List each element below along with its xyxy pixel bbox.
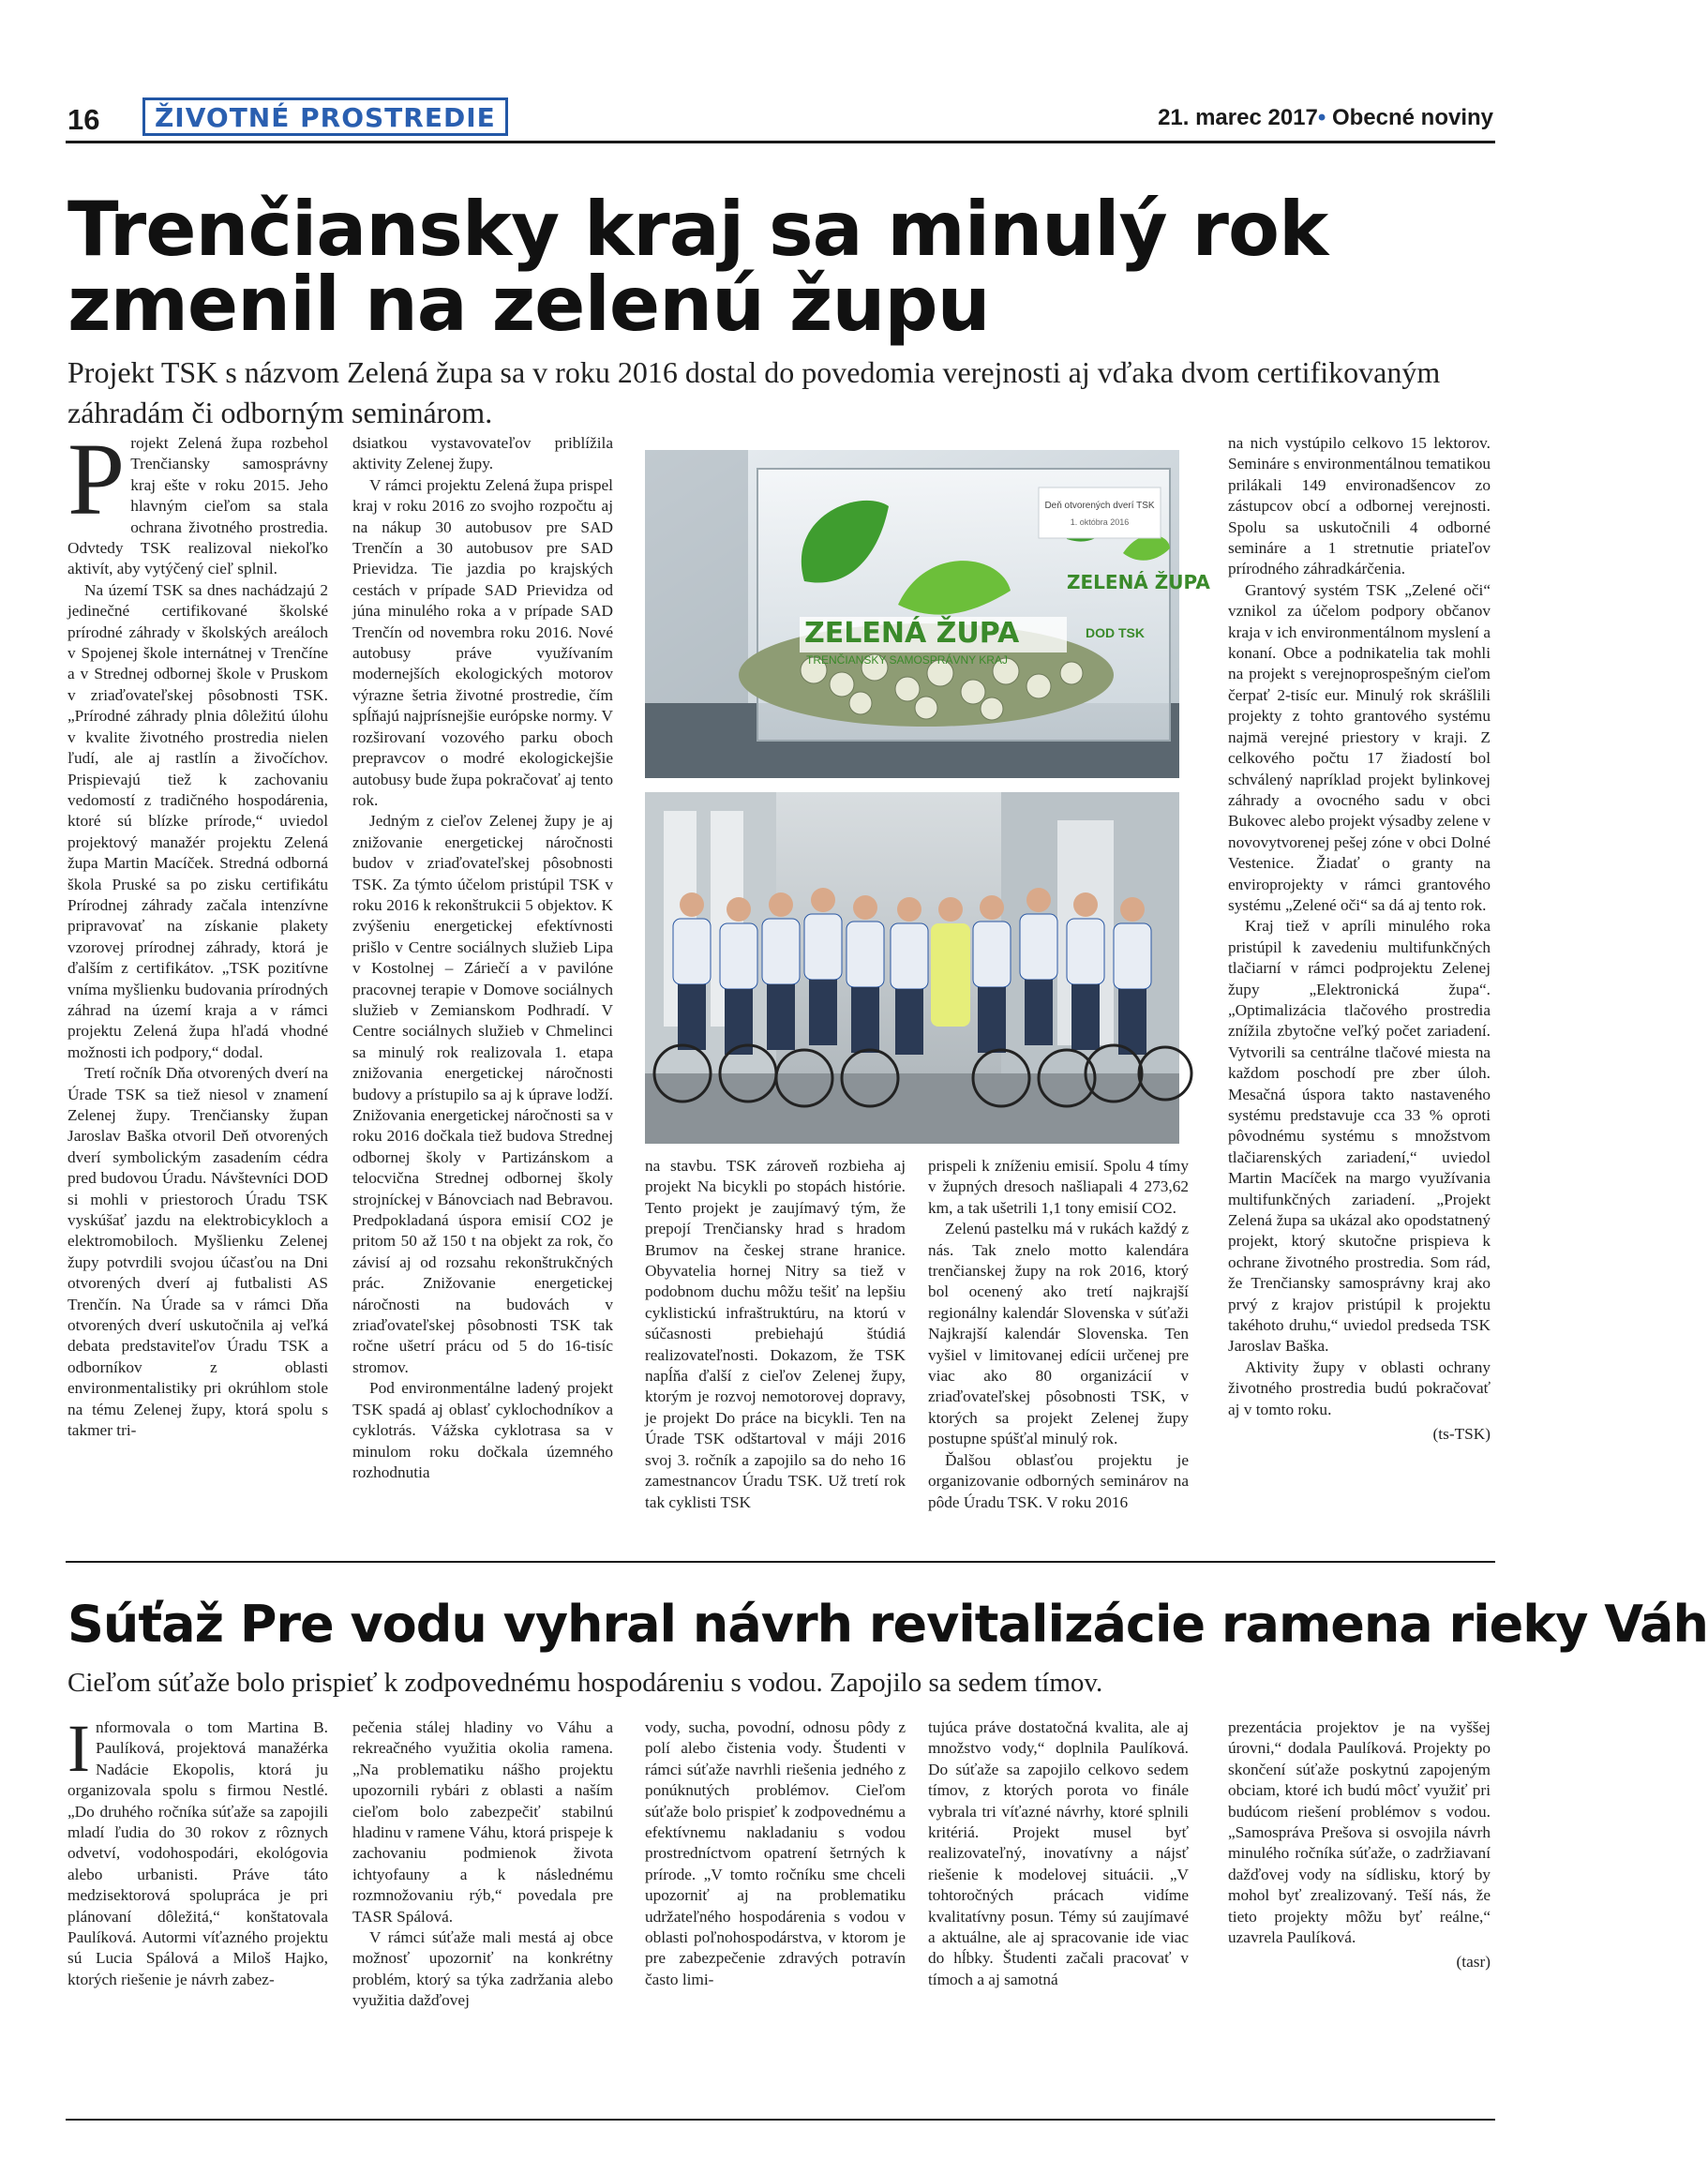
paragraph-text: nformovala o tom Martina B. Paulíková, projektová manažérka Nadácie Ekopolis, ktorá ju organizovala spolu s firmou Nestlé. „Do druhého ročníka súťaže sa zapojili mladí ľudia do 30 rokov z rôznych odvetví, vodohospodári, ekológovia alebo urbanisti. Práve táto medzisektorová spolupráca je pri plánovaní dôležitá,“ konštatovala Paulíková. Autormi víťazného projektu sú Lucia Spálová a Miloš Hajko, ktorých riešenie je návrh zabez- <box>67 1718 328 1988</box>
sign-main: ZELENÁ ŽUPA <box>804 617 1020 650</box>
article2-headline: Súťaž Pre vodu vyhral návrh revitalizácie ramena rieky Váh <box>67 1595 1708 1654</box>
article1-lead: Projekt TSK s názvom Zelená župa sa v roku 2016 dostal do povedomia verejnosti aj vďaka dvom certifikovaným záhradám či odborným seminárom. <box>67 355 1441 429</box>
article1-paragraph: na nich vystúpilo celkovo 15 lektorov. Semináre s environmentálnou tematikou prilákali 149 environadšencov zo zástupcov obcí a odbornej verejnosti. Spolu sa uskutočnili 4 odborné semináre a 1 stretnutie priateľov prírodného záhradkárčenia. <box>1228 434 1491 578</box>
article1-paragraph: Zelenú pastelku má v rukách každý z nás. Tak znelo motto kalendára trenčianskej župy na rok 2016, ktorý bol ocenený ako tretí najkrajší regionálny kalendár Slovenska v súťaži Najkrajší kalendár Slovenska. Ten vyšiel v limitovanej edícii určenej pre viac ako 80 organizácií v zriaďovateľskej pôsobnosti TSK, v ktorých sa projekt Zelenej župy postupne spúšťal minulý rok. <box>928 1220 1189 1448</box>
card-date: 1. októbra 2016 <box>1070 517 1130 527</box>
article2-paragraph <box>67 1711 328 1990</box>
article1-paragraph: prispeli k zníženiu emisií. Spolu 4 tímy v župných dresoch našliapali 4 273,62 km, a tak ušetrili 1,1 tony emisií CO2. <box>928 1157 1189 1217</box>
dropcap: I <box>67 1711 90 1786</box>
article2-paragraph: prezentácia projektov je na vyššej úrovni,“ dodala Paulíková. Projekty po skončení súťaže poskytnú zapojeným obciam, ktoré ich budú môcť využiť pri budúcom riešení problémov s vodou. „Samospráva Prešova si osvojila návrh minulého ročníka súťaže, o zadržiavaní dažďovej vody na sídlisku, ktorý by mohol byť zrealizovaný. Teší nás, že tieto projekty môžu byť reálne,“ uzavrela Paulíková. <box>1228 1718 1491 1947</box>
article2-paragraph: pečenia stálej hladiny vo Váhu a rekreačného využitia okolia ramena. „Na problematiku nášho projektu upozornili rybári z oblasti a naším cieľom bolo zabezpečiť stabilnú hladinu v ramene Váhu, ktorá prispeje k zachovaniu podmienok života ichtyofauny a k následnému rozmnožovaniu rýb,“ povedala pre TASR Spálová. <box>352 1718 613 1926</box>
dropcap: P <box>67 422 126 536</box>
ballot-box-illustration <box>645 450 1210 778</box>
article1-paragraph: na stavbu. TSK zároveň rozbieha aj projekt Na bicykli po stopách histórie. Tento projekt je zaujímavý tým, že prepojí Trenčiansky hrad s hradom Brumov na českej strane hranice. Obyvatelia hornej Nitry sa tiež v podobnom duchu môžu tešiť na lepšiu cyklistickú infraštruktúru, na ktorú v súčasnosti prebiehajú štúdiá realizovateľnosti. Dokazom, že TSK napĺňa ďalší z cieľov Zelenej župy, ktorým je rozvoj nemotorovej dopravy, je projekt Do práce na bicykli. Ten na Úrade TSK odštartoval v máji 2016 svoj 3. ročník a zapojilo sa do neho 16 zamestnancov Úradu TSK. Už tretí rok tak cyklisti TSK <box>645 1157 906 1511</box>
article2-paragraph: V rámci súťaže mali mestá aj obce možnosť upozorniť na konkrétny problém, ktorý sa týka zadržania alebo využitia dažďovej <box>352 1928 613 2010</box>
article1-column-5 <box>1228 433 1491 1446</box>
paragraph-text: rojekt Zelená župa rozbehol Trenčiansky samosprávny kraj ešte v roku 2015. Jeho hlavným cieľom sa stala ochrana životného prostredia. Odvtedy TSK realizoval niekoľko aktivít, aby vytýčený cieľ splnil. <box>67 434 328 578</box>
article2-column-2 <box>352 1717 613 2012</box>
article1-headline: Trenčiansky kraj sa minulý rok zmenil na zelenú župu <box>67 186 1328 348</box>
article1-column-4 <box>928 1156 1189 1513</box>
separator-dot: • <box>1317 105 1326 130</box>
article1-column-3 <box>645 1156 906 1513</box>
article1-paragraph: Jedným z cieľov Zelenej župy je aj znižovanie energetickej náročnosti budov v zriaďovateľskej pôsobnosti TSK. Za týmto účelom pristúpil TSK v roku 2016 k rekonštrukcii 5 objektov. K zvýšeniu energetickej efektívnosti prišlo v Centre sociálnych služieb Lipa v Kostolnej – Záriečí a v pavilóne pracovnej terapie v Domove sociálnych služieb v Zemianskom Podhradí. V Centre sociálnych služieb v Chmelinci sa minulý rok realizovala 1. etapa znižovania energetickej náročnosti budovy a prístupilo sa aj k úprave lodží. Znižovania energetickej náročnosti sa v roku 2016 dočkala tiež budova Strednej odbornej školy v Partizánskom a telocvična Strednej odbornej školy strojníckej v Bánovciach nad Bebravou. Predpokladaná úspora emisií CO2 je pritom 50 až 150 t na objekt za rok, čo závisí aj od rozsahu rekonštrukčných prác. Znižovanie energetickej náročnosti na budovách v zriaďovateľskej pôsobnosti TSK tak ročne ušetrí prácu od 5 do 16-tisíc stromov. <box>352 812 613 1376</box>
article2-column-5 <box>1228 1717 1491 1973</box>
article1-paragraph: V rámci projektu Zelená župa prispel kraj v roku 2016 zo svojho rozpočtu aj na nákup 30 autobusov pre SAD Trenčín a 30 autobusov pre SAD Prievidza. Tie jazdia po krajských cestách v prípade SAD Prievidza od júna minulého roka a v prípade SAD Trenčín od novembra roku 2016. Nové autobusy práve využívaním modernejších ekologických motorov výrazne šetria životné prostredie, čím spĺňajú najprísnejšie európske normy. V rozširovaní vozového parku oboch prepravcov o modré ekologickejšie autobusy bude župa pokračovať aj tento rok. <box>352 475 613 809</box>
article1-column-2 <box>352 433 613 1483</box>
article1-paragraph: Pod environmentálne ladený projekt TSK spadá aj oblasť cyklochodníkov a cyklotrás. Vážska cyklotrasa sa v minulom roku dočkala územného rozhodnutia <box>352 1379 613 1481</box>
article1-column-1 <box>67 422 328 1442</box>
article1-paragraph: Aktivity župy v oblasti ochrany životného prostredia budú pokračovať aj v tomto roku. <box>1228 1357 1491 1418</box>
article1-paragraph <box>67 422 328 580</box>
article2-column-3 <box>645 1717 906 1990</box>
article1-paragraph: dsiatkou vystavovateľov priblížila aktivity Zelenej župy. <box>352 434 613 473</box>
article2-signoff: (tasr) <box>1456 1953 1491 1972</box>
dateline <box>1158 105 1493 131</box>
photo-cyclists <box>645 792 1179 1144</box>
article2-column-1 <box>67 1711 328 1990</box>
sign-sub: TRENČIANSKY SAMOSPRÁVNY KRAJ <box>806 653 1008 667</box>
article-divider <box>66 1561 1495 1563</box>
photo-ballot-box <box>645 450 1210 778</box>
article2-paragraph: tujúca práve dostatočná kvalita, ale aj množstvo vody,“ doplnila Paulíková. Do súťaže sa zapojilo celkovo sedem tímov, z ktorých porota vo finále vybrala tri víťazné návrhy, ktoré splnili kritériá. Projekt musel byť realizovateľný, inovatívny a nájsť riešenie k modelovej situácii. „V tohtoročných prácach vidíme kvalitatívny posun. Témy sú zaujímavé a aktuálne, ale aj spracovanie ide viac do hĺbky. Študenti začali pracovať v tímoch a aj samotná <box>928 1718 1189 1988</box>
article2-column-4 <box>928 1717 1189 1990</box>
article1-paragraph: Na území TSK sa dnes nachádzajú 2 jedinečné certifikované školské prírodné záhrady v školských areáloch v Spojenej škole internátnej v Trenčíne a v Strednej odbornej škole v Pruskom v zriaďovateľskej pôsobnosti TSK. „Prírodné záhrady plnia dôležitú úlohu v kvalite životného prostredia nielen ľudí, ale aj rastlín a živočíchov. Prispievajú tiež k zachovaniu vedomostí z tradičného hospodárenia, ktoré sú blízke prírode,“ uviedol projektový manažér projektu Zelená župa Martin Macíček. Stredná odborná škola Pruské sa po zisku certifikátu Prírodnej záhrady začala intenzívne pripravovať na získanie plakety vzorovej prírodnej záhrady, ktorá je ďalším z certifikátov. „TSK pozitívne vníma myšlienku budovania prírodných záhrad na území kraja a v rámci projektu Zelená župa hľadá vhodné možnosti ich podpory,“ dodal. <box>67 580 328 1061</box>
article1-paragraph: Tretí ročník Dňa otvorených dverí na Úrade TSK sa tiež niesol v znamení Zelenej župy. Trenčiansky župan Jaroslav Baška otvoril Deň otvorených dverí symbolickým zasadením cédra pred budovou Úradu. Návštevníci DOD si mohli v priestoroch Úradu TSK vyskúšať jazdu na elektrobicykloch a elektromobiloch. Myšlienku Zelenej župy potvrdili svojou účasťou na Dni otvorených dverí aj futbalisti AS Trenčín. Na Úrade sa v rámci Dňa otvorených dverí uskutočnila aj veľká debata predstaviteľov Úradu TSK a odborníkov z oblasti environmentalistiky pri okrúhlom stole na tému Zelenej župy, ktorá spolu s takmer tri- <box>67 1064 328 1440</box>
card-title: Deň otvorených dverí TSK <box>1044 501 1155 511</box>
issue-date: 21. marec 2017 <box>1158 105 1318 130</box>
card-brand: ZELENÁ ŽUPA <box>1067 571 1210 593</box>
header-rule <box>66 141 1495 143</box>
article1-paragraph: Kraj tiež v apríli minulého roka pristúpil k zavedeniu multifunkčných tlačiarní v rámci podprojektu Zelenej župy „Elektronická župa“. „Optimalizácia tlačového prostredia znížila zbytočne veľký počet zariadení. Vytvorili sa centrálne tlačové miesta na každom poschodí pre zber úloh. Mesačná úspora takto nastaveného systému predstavuje cca 33 % oproti pôvodnému systému s množstvom tlačiarenských zariadení,“ uviedol Martin Macíček na margo využívania multifunkčných zariadení. „Projekt Zelená župa sa ukázal ako opodstatnený projekt, ktorý skutočne prispieva k ochrane životného prostredia. Som rád, že Trenčiansky samosprávny kraj ako prvý z krajov pristúpil k projektu takéhoto druhu,“ uviedol predseda TSK Jaroslav Baška. <box>1228 917 1491 1356</box>
article2-lead: Cieľom súťaže bolo prispieť k zodpovednému hospodáreniu s vodou. Zapojilo sa sedem tímov. <box>67 1668 1103 1698</box>
article1-paragraph: Ďalšou oblasťou projektu je organizovanie odborných seminárov na pôde Úradu TSK. V roku 2016 <box>928 1450 1189 1511</box>
sign-tag: DOD TSK <box>1086 625 1145 640</box>
publication-name: Obecné noviny <box>1331 105 1493 130</box>
page-number: 16 <box>67 103 100 136</box>
article2-paragraph: vody, sucha, povodní, odnosu pôdy z polí alebo čistenia vody. Študenti v rámci súťaže navrhli riešenia jedného z ponúknutých problémov. Cieľom súťaže bolo prispieť k zodpovednému a efektívnemu nakladaniu s vodou prostredníctvom opatrení šetrných k prírode. „V tomto ročníku sme chceli upozorniť aj na problematiku udržateľného hospodárenia s vodou v oblasti poľnohospodárstva, v ktorom je pre zabezpečenie zdravých potravín často limi- <box>645 1718 906 1988</box>
article1-paragraph: Grantový systém TSK „Zelené oči“ vznikol za účelom podpory občanov kraja v ich environmentálnom myslení a konaní. Obce a podnikatelia tak mohli na projekt s verejnoprospešným cieľom čerpať 2-tisíc eur. Minulý rok skrášlili projekty z tohto grantového systému najmä verejné priestory v kraji. Z celkového počtu 17 žiadostí bol schválený napríklad projekt bylinkovej záhrady a ovocného sadu v obci Bukovec alebo projekt výsadby zelene v novovytvorenej pešej zóne v obci Dolné Vestenice. Žiadať o granty na enviroprojekty v rámci grantového systému „Zelené oči“ sa dá aj tento rok. <box>1228 580 1491 914</box>
page-bottom-rule <box>66 2119 1495 2121</box>
cyclists-illustration <box>645 792 1179 1144</box>
section-label: ŽIVOTNÉ PROSTREDIE <box>142 97 508 136</box>
article1-signoff: (ts-TSK) <box>1432 1425 1491 1444</box>
